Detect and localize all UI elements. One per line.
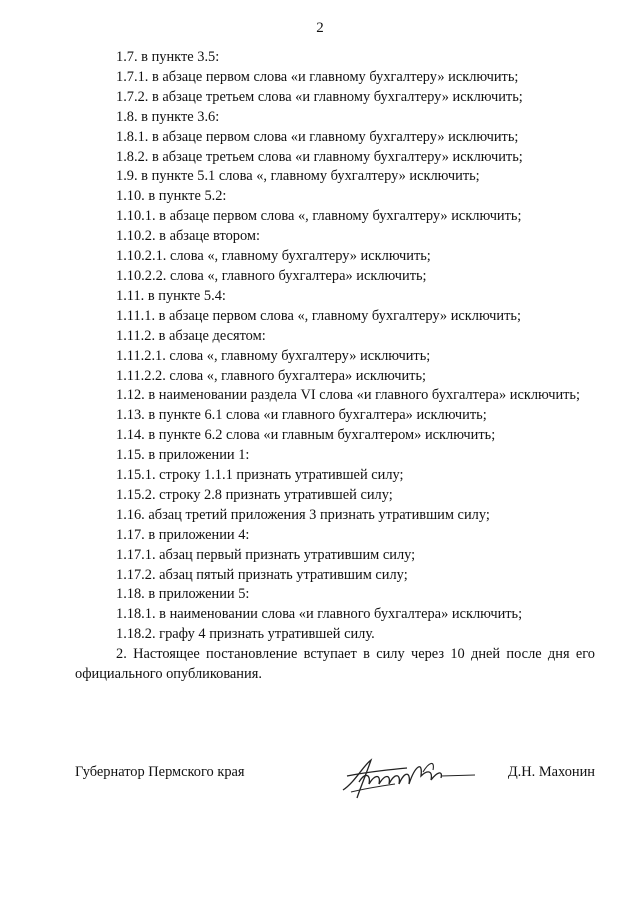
list-item: 1.8.2. в абзаце третьем слова «и главному бухгалтеру» исключить; [116,148,523,165]
list-item: 1.12. в наименовании раздела VI слова «и главного бухгалтера» исключить; [116,387,580,404]
list-item: 1.10.2. в абзаце втором: [116,228,260,245]
handwritten-signature [337,752,477,804]
list-item: 1.17.1. абзац первый признать утратившим силу; [116,546,416,563]
list-item: 1.17. в приложении 4: [116,526,250,543]
page-number: 2 [316,20,324,36]
list-item: 1.7.2. в абзаце третьем слова «и главному бухгалтеру» исключить; [116,88,523,105]
list-item: 1.13. в пункте 6.1 слова «и главного бухгалтера» исключить; [116,407,487,424]
list-item: 1.8. в пункте 3.6: [116,108,220,125]
list-item: 1.11. в пункте 5.4: [116,287,226,304]
list-item: 2. Настоящее постановление вступает в силу через 10 дней после дня его официального опубликования. [75,646,595,683]
list-item: 1.11.1. в абзаце первом слова «, главному бухгалтеру» исключить; [116,307,521,324]
list-item: 1.15. в приложении 1: [116,447,250,464]
list-item: 1.10.2.2. слова «, главного бухгалтера» исключить; [116,267,427,284]
list-item: 1.9. в пункте 5.1 слова «, главному бухгалтеру» исключить; [116,168,480,185]
signature-block [75,752,595,812]
list-item: 1.7.1. в абзаце первом слова «и главному бухгалтеру» исключить; [116,68,519,85]
list-item: 1.8.1. в абзаце первом слова «и главному бухгалтеру» исключить; [116,128,519,145]
list-item: 1.18.2. графу 4 признать утратившей силу. [116,626,375,643]
list-item: 1.7. в пункте 3.5: [116,49,220,65]
list-item: 1.10.1. в абзаце первом слова «, главному бухгалтеру» исключить; [116,208,522,225]
list-item: 1.11.2.1. слова «, главному бухгалтеру» исключить; [116,347,431,364]
list-item: 1.16. абзац третий приложения 3 признать утратившим силу; [116,506,490,523]
signer-title: Губернатор Пермского края [75,764,245,780]
signer-name: Д.Н. Махонин [507,764,595,780]
list-item: 1.11.2. в абзаце десятом: [116,327,266,344]
list-item: 1.18.1. в наименовании слова «и главного бухгалтера» исключить; [116,606,523,623]
list-item: 1.14. в пункте 6.2 слова «и главным бухгалтером» исключить; [116,427,496,444]
list-item: 1.15.2. строку 2.8 признать утратившей силу; [116,486,393,503]
list-item: 1.10.2.1. слова «, главному бухгалтеру» исключить; [116,248,431,265]
list-item: 1.11.2.2. слова «, главного бухгалтера» исключить; [116,367,427,384]
list-item: 1.17.2. абзац пятый признать утратившим силу; [116,566,408,583]
list-item: 1.18. в приложении 5: [116,586,250,603]
document-body [75,48,595,685]
list-item: 1.15.1. строку 1.1.1 признать утратившей силу; [116,467,404,484]
list-item: 1.10. в пункте 5.2: [116,188,227,205]
